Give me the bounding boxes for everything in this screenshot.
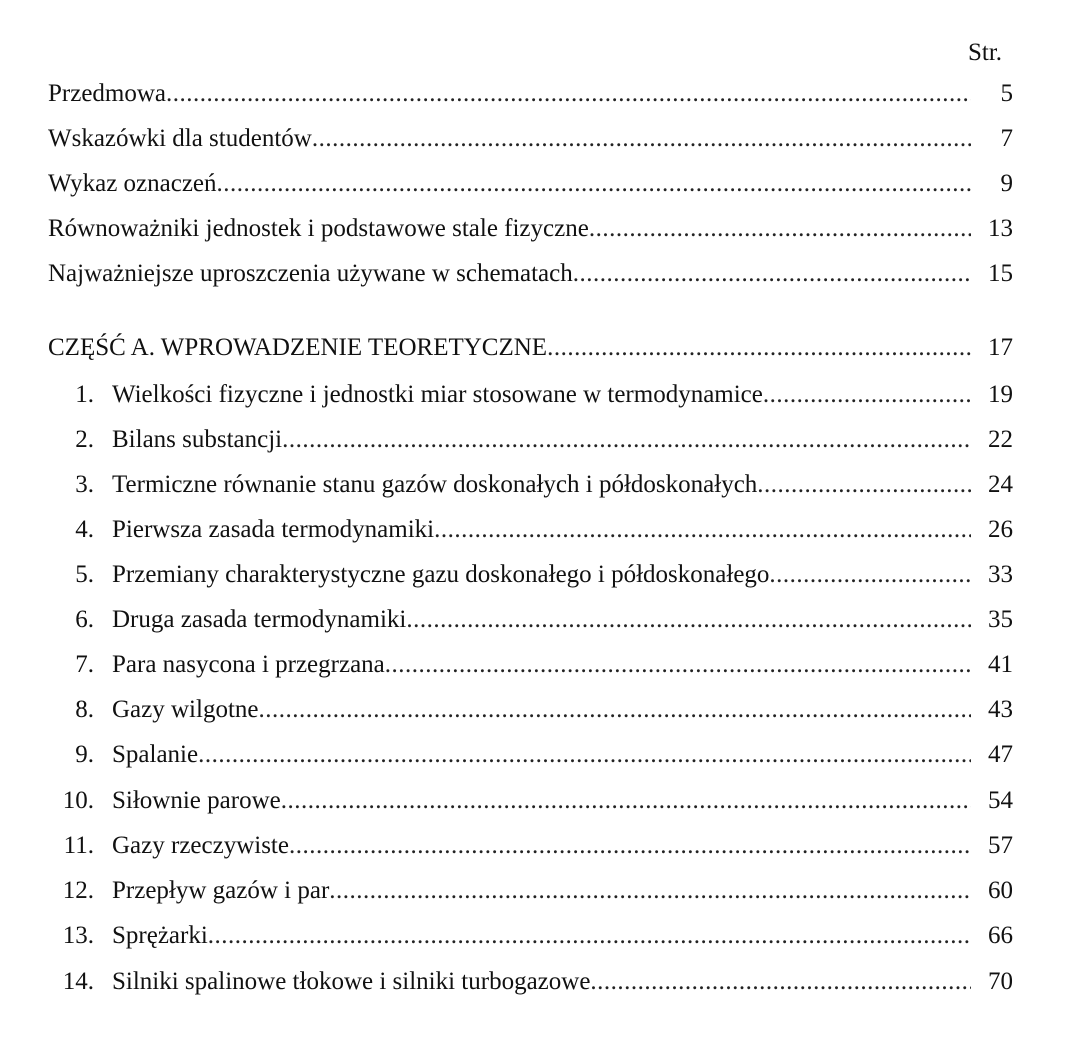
chapter-number: 6. xyxy=(75,606,94,633)
chapter-page: 22 xyxy=(988,426,1013,453)
dot-leader xyxy=(198,739,971,771)
dot-leader xyxy=(329,875,971,907)
chapter-page: 66 xyxy=(988,922,1013,949)
chapter-number: 2. xyxy=(75,426,94,453)
chapter-number: 4. xyxy=(75,516,94,543)
chapter-number: 3. xyxy=(75,471,94,498)
toc-entry-preface xyxy=(48,78,1013,110)
toc-entry-unit-equivalents xyxy=(48,213,1013,245)
toc-chapter xyxy=(48,920,1013,952)
dot-leader xyxy=(312,123,971,155)
toc-chapter xyxy=(48,785,1013,817)
chapter-page: 57 xyxy=(988,832,1013,859)
chapter-page: 47 xyxy=(988,741,1013,768)
toc-chapter xyxy=(48,379,1013,411)
toc-chapter xyxy=(48,966,1013,998)
chapter-title: Druga zasada termodynamiki xyxy=(112,606,407,633)
chapter-title: Wielkości fizyczne i jednostki miar stosowane w termodynamice xyxy=(112,381,763,408)
dot-leader xyxy=(258,694,971,726)
toc-chapter xyxy=(48,469,1013,501)
dot-leader xyxy=(547,332,971,364)
chapter-title: Przemiany charakterystyczne gazu doskonałego i półdoskonałego xyxy=(112,561,770,588)
toc-chapter xyxy=(48,875,1013,907)
dot-leader xyxy=(385,649,971,681)
dot-leader xyxy=(406,604,971,636)
chapter-number: 1. xyxy=(75,381,94,408)
toc-chapter xyxy=(48,830,1013,862)
pages-column-label: Str. xyxy=(968,39,1003,66)
chapter-number: 7. xyxy=(75,651,94,678)
dot-leader xyxy=(208,920,971,952)
dot-leader xyxy=(166,78,971,110)
chapter-page: 24 xyxy=(988,471,1013,498)
dot-leader xyxy=(757,469,971,501)
dot-leader xyxy=(289,830,971,862)
toc-chapter xyxy=(48,514,1013,546)
toc-chapter xyxy=(48,694,1013,726)
toc-chapter xyxy=(48,649,1013,681)
chapter-number: 14. xyxy=(62,968,94,995)
toc-entry-page: 5 xyxy=(1000,80,1013,107)
chapter-title: Gazy rzeczywiste xyxy=(112,832,289,859)
part-title: CZĘŚĆ A. WPROWADZENIE TEORETYCZNE xyxy=(48,334,548,361)
chapter-page: 60 xyxy=(988,877,1013,904)
chapter-number: 8. xyxy=(75,696,94,723)
toc-entry-title: Równoważniki jednostek i podstawowe stale fizyczne xyxy=(48,215,589,242)
toc-entry-page: 13 xyxy=(988,215,1013,242)
toc-entry-page: 9 xyxy=(1000,170,1013,197)
toc-part-heading xyxy=(48,332,1013,364)
chapter-number: 10. xyxy=(62,787,94,814)
toc-entry-title: Najważniejsze uproszczenia używane w schematach xyxy=(48,260,573,287)
toc-entry-page: 15 xyxy=(988,260,1013,287)
part-page: 17 xyxy=(988,334,1013,361)
toc-entry-title: Przedmowa xyxy=(48,80,167,107)
chapter-title: Pierwsza zasada termodynamiki xyxy=(112,516,435,543)
chapter-number: 9. xyxy=(75,741,94,768)
toc-chapter xyxy=(48,424,1013,456)
chapter-page: 70 xyxy=(988,968,1013,995)
chapter-page: 35 xyxy=(988,606,1013,633)
chapter-page: 33 xyxy=(988,561,1013,588)
chapter-title: Para nasycona i przegrzana xyxy=(112,651,385,678)
dot-leader xyxy=(281,785,971,817)
dot-leader xyxy=(763,379,971,411)
chapter-page: 41 xyxy=(988,651,1013,678)
chapter-title: Spalanie xyxy=(112,741,199,768)
toc-entry-student-guidance xyxy=(48,123,1013,155)
toc-entry-title: Wykaz oznaczeń xyxy=(48,170,217,197)
chapter-title: Silniki spalinowe tłokowe i silniki turbogazowe xyxy=(112,968,591,995)
toc-entry-title: Wskazówki dla studentów xyxy=(48,125,312,152)
chapter-page: 26 xyxy=(988,516,1013,543)
toc-chapter xyxy=(48,739,1013,771)
chapter-number: 5. xyxy=(75,561,94,588)
toc-entry-page: 7 xyxy=(1000,125,1013,152)
dot-leader xyxy=(589,213,971,245)
chapter-number: 13. xyxy=(62,922,94,949)
dot-leader xyxy=(769,559,971,591)
toc-chapter xyxy=(48,559,1013,591)
chapter-title: Sprężarki xyxy=(112,922,208,949)
dot-leader xyxy=(282,424,971,456)
chapter-title: Termiczne równanie stanu gazów doskonałych i półdoskonałych xyxy=(112,471,758,498)
chapter-title: Gazy wilgotne xyxy=(112,696,259,723)
chapter-title: Przepływ gazów i par xyxy=(112,877,330,904)
chapter-page: 19 xyxy=(988,381,1013,408)
chapter-title: Siłownie parowe xyxy=(112,787,281,814)
chapter-page: 43 xyxy=(988,696,1013,723)
toc-entry-simplifications xyxy=(48,258,1013,290)
chapter-page: 54 xyxy=(988,787,1013,814)
dot-leader xyxy=(434,514,971,546)
dot-leader xyxy=(217,168,971,200)
chapter-number: 11. xyxy=(63,832,94,859)
dot-leader xyxy=(590,966,971,998)
dot-leader xyxy=(573,258,971,290)
toc-chapter xyxy=(48,604,1013,636)
chapter-title: Bilans substancji xyxy=(112,426,283,453)
toc-entry-symbols xyxy=(48,168,1013,200)
chapter-number: 12. xyxy=(62,877,94,904)
